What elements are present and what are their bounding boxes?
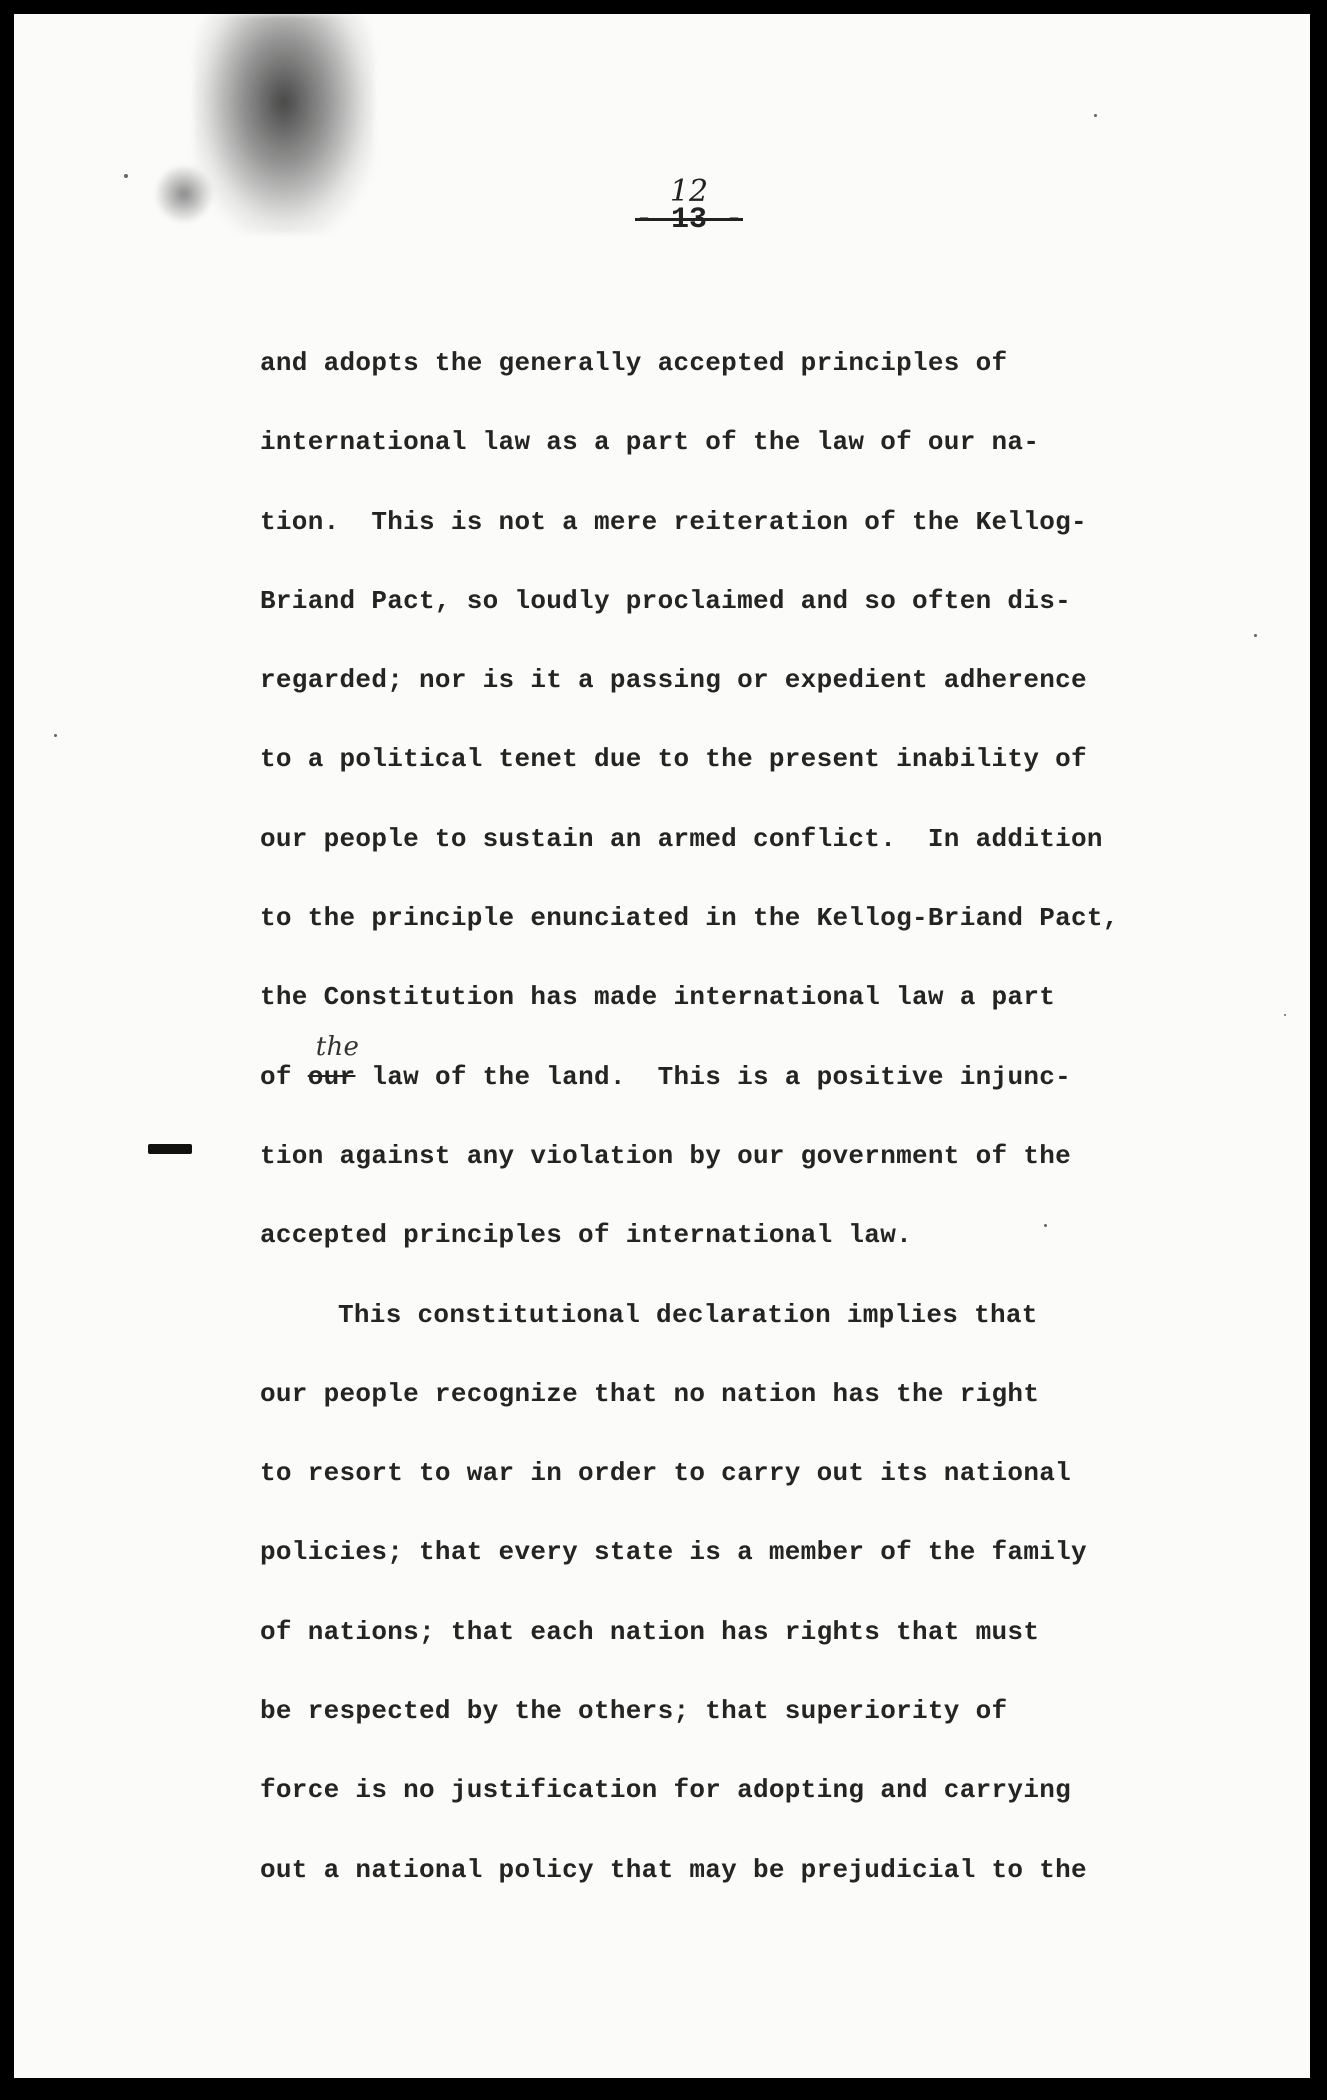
text-fragment: of: [260, 1061, 308, 1092]
text-line: our people to sustain an armed conflict. In addition: [260, 823, 1103, 854]
document-page: [14, 14, 1310, 2078]
margin-mark: [148, 1144, 192, 1154]
speck: [1044, 1224, 1047, 1227]
text-line-corrected: [260, 1031, 1160, 1117]
text-line: the Constitution has made international law a part: [260, 982, 1056, 1013]
struck-word: our: [307, 1061, 356, 1092]
page-number-typed: - 13 -: [634, 203, 744, 237]
speck: [54, 734, 57, 737]
page-number: [629, 174, 749, 237]
ink-smudge-small: [154, 164, 214, 224]
speck: [1094, 114, 1097, 117]
text-line: Briand Pact, so loudly proclaimed and so often dis-: [260, 585, 1072, 616]
ink-smudge: [194, 14, 374, 234]
text-line: our people recognize that no nation has the right: [260, 1378, 1040, 1409]
text-line: international law as a part of the law of our na-: [260, 427, 1040, 458]
paragraph-first-line: This constitutional declaration implies that: [338, 1299, 1038, 1330]
text-line: tion. This is not a mere reiteration of the Kellog-: [260, 506, 1087, 537]
text-line: to a political tenet due to the present inability of: [260, 744, 1087, 775]
text-line: to resort to war in order to carry out its national: [260, 1458, 1072, 1489]
text-line: tion against any violation by our government of the: [260, 1140, 1072, 1171]
speck: [1254, 634, 1257, 637]
body-text: [260, 324, 1160, 1910]
text-line: force is no justification for adopting and carrying: [260, 1775, 1072, 1806]
handwritten-insertion: the: [315, 1031, 360, 1062]
handwritten-correction: [307, 1031, 360, 1117]
text-line: to the principle enunciated in the Kellog-Briand Pact,: [260, 903, 1119, 934]
text-line: regarded; nor is it a passing or expedient adherence: [260, 665, 1087, 696]
text-line: of nations; that each nation has rights that must: [260, 1616, 1040, 1647]
text-line: be respected by the others; that superiority of: [260, 1696, 1008, 1727]
speck: [124, 174, 128, 178]
text-fragment: law of the land. This is a positive injunc-: [355, 1061, 1072, 1092]
speck: [1284, 1014, 1286, 1016]
page-number-handwritten: 12: [669, 174, 709, 209]
text-line: policies; that every state is a member of the family: [260, 1537, 1087, 1568]
text-line: and adopts the generally accepted principles of: [260, 348, 1008, 378]
text-line: accepted principles of international law.: [260, 1220, 913, 1251]
text-line: out a national policy that may be prejudicial to the: [260, 1854, 1087, 1885]
